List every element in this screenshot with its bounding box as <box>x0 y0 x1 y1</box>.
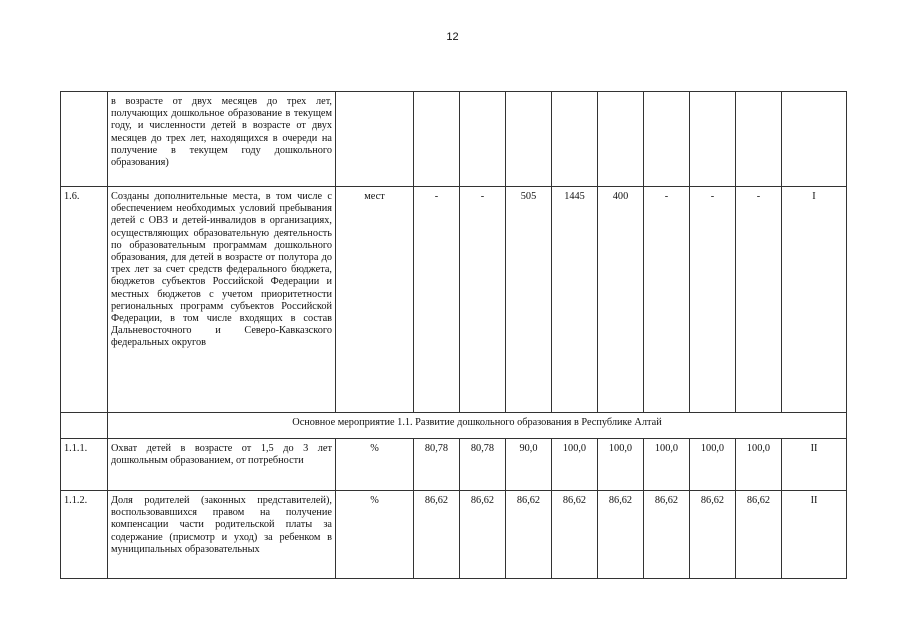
page-number: 12 <box>446 31 459 43</box>
value-cell: 100,0 <box>552 439 598 491</box>
value-cell: 86,62 <box>644 491 690 579</box>
value-cell <box>598 92 644 187</box>
value-cell: 400 <box>598 187 644 413</box>
row-number: 1.1.1. <box>61 439 108 491</box>
unit-cell: мест <box>336 187 414 413</box>
unit-cell: % <box>336 439 414 491</box>
value-cell: 86,62 <box>506 491 552 579</box>
value-cell: - <box>644 187 690 413</box>
value-cell <box>690 92 736 187</box>
indicator-description: Охват детей в возрасте от 1,5 до 3 лет дошкольным образованием, от потребности <box>108 439 336 491</box>
section-title: Основное мероприятие 1.1. Развитие дошкольного образования в Республике Алтай <box>108 413 847 439</box>
value-cell <box>506 92 552 187</box>
value-cell: 100,0 <box>690 439 736 491</box>
level-cell: I <box>782 187 847 413</box>
unit-cell: % <box>336 491 414 579</box>
value-cell: 1445 <box>552 187 598 413</box>
value-cell <box>414 92 460 187</box>
table-row <box>61 439 847 491</box>
value-cell: 90,0 <box>506 439 552 491</box>
value-cell: 86,62 <box>414 491 460 579</box>
value-cell: 86,62 <box>736 491 782 579</box>
indicator-description: Созданы дополнительные места, в том числе с обеспечением необходимых условий пребывания детей с ОВЗ и детей-инвалидов в организациях, осуществляющих образовательную деятельность по образовательным программам дошкольного образования, для детей в возрасте от полутора до трех лет за счет средств федерального бюджета, бюджетов субъектов Российской Федерации и местных бюджетов с учетом приоритетности региональных программ субъектов Российской Федерации, в том числе входящих в состав Дальневосточного и Северо-Кавказского федеральных округов <box>108 187 336 413</box>
indicator-description: Доля родителей (законных представителей), воспользовавшихся правом на получение компенсации части родительской платы за содержание (присмотр и уход) за ребенком в муниципальных образовательных <box>108 491 336 579</box>
value-cell <box>644 92 690 187</box>
value-cell: 100,0 <box>736 439 782 491</box>
table-row <box>61 491 847 579</box>
value-cell: 505 <box>506 187 552 413</box>
value-cell <box>736 92 782 187</box>
value-cell <box>552 92 598 187</box>
value-cell: 86,62 <box>690 491 736 579</box>
value-cell: 100,0 <box>598 439 644 491</box>
value-cell: - <box>414 187 460 413</box>
level-cell: II <box>782 439 847 491</box>
value-cell: 86,62 <box>552 491 598 579</box>
value-cell: 80,78 <box>460 439 506 491</box>
indicator-description: в возрасте от двух месяцев до трех лет, получающих дошкольное образование в текущем году, и численности детей в возрасте от двух месяцев до трех лет, находящихся в очереди на получение в текущем году дошкольного образования) <box>108 92 336 187</box>
indicators-table <box>60 91 847 579</box>
row-number <box>61 92 108 187</box>
value-cell: 80,78 <box>414 439 460 491</box>
value-cell: 86,62 <box>460 491 506 579</box>
table-row <box>61 187 847 413</box>
value-cell: 100,0 <box>644 439 690 491</box>
value-cell: - <box>690 187 736 413</box>
section-row <box>61 413 847 439</box>
row-number: 1.6. <box>61 187 108 413</box>
value-cell: 86,62 <box>598 491 644 579</box>
value-cell: - <box>736 187 782 413</box>
section-blank-cell <box>61 413 108 439</box>
unit-cell <box>336 92 414 187</box>
table-row <box>61 92 847 187</box>
value-cell: - <box>460 187 506 413</box>
level-cell <box>782 92 847 187</box>
level-cell: II <box>782 491 847 579</box>
value-cell <box>460 92 506 187</box>
row-number: 1.1.2. <box>61 491 108 579</box>
